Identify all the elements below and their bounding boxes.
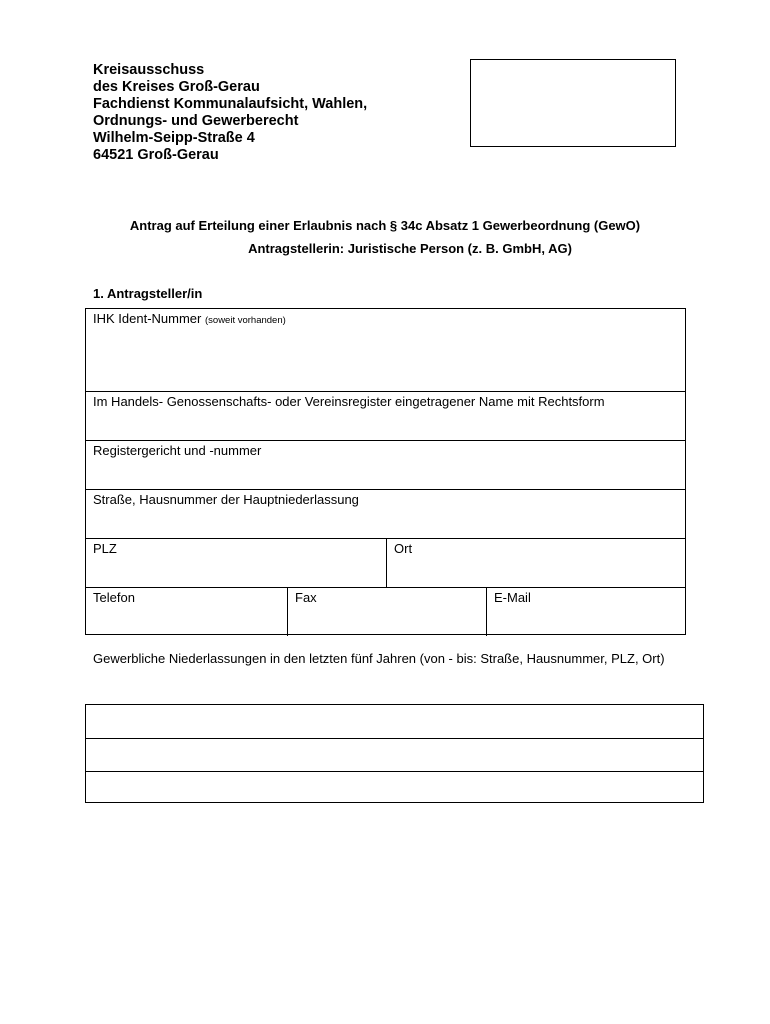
- form-subtitle: Antragstellerin: Juristische Person (z. B. GmbH, AG): [248, 241, 572, 256]
- address-line-4: Ordnungs- und Gewerberecht: [93, 112, 299, 129]
- ihk-ident-field[interactable]: [86, 309, 685, 391]
- history-row-2[interactable]: [86, 738, 703, 771]
- receipt-stamp-box[interactable]: [470, 59, 676, 147]
- register-name-field[interactable]: [86, 391, 685, 440]
- history-table: [85, 704, 704, 803]
- address-line-6: 64521 Groß-Gerau: [93, 146, 219, 163]
- form-title: Antrag auf Erteilung einer Erlaubnis nach § 34c Absatz 1 Gewerbeordnung (GewO): [129, 218, 641, 233]
- history-row-3[interactable]: [86, 771, 703, 804]
- ihk-ident-note: (soweit vorhanden): [205, 315, 286, 326]
- section-heading-applicant: 1. Antragsteller/in: [93, 286, 203, 301]
- fax-label: Fax: [295, 590, 317, 605]
- ort-label: Ort: [394, 541, 413, 556]
- plz-field[interactable]: [86, 539, 386, 587]
- plz-ort-row: [86, 538, 685, 587]
- telefon-label: Telefon: [93, 590, 135, 605]
- plz-label: PLZ: [93, 541, 117, 556]
- address-line-1: Kreisausschuss: [93, 62, 205, 78]
- recipient-address: [93, 62, 367, 163]
- register-court-field[interactable]: [86, 440, 685, 489]
- history-label: Gewerbliche Niederlassungen in den letzten fünf Jahren (von - bis: Straße, Hausnummer, PLZ, Ort): [93, 651, 665, 666]
- register-name-label: Im Handels- Genossenschafts- oder Vereinsregister eingetragener Name mit Rechtsform: [93, 394, 605, 409]
- contact-row: [86, 587, 685, 636]
- applicant-form-table: [85, 308, 686, 635]
- history-row-1[interactable]: [86, 705, 703, 738]
- telefon-field[interactable]: [86, 588, 287, 636]
- address-line-5: Wilhelm-Seipp-Straße 4: [93, 129, 255, 146]
- email-field[interactable]: [486, 588, 687, 636]
- address-line-3: Fachdienst Kommunalaufsicht, Wahlen,: [93, 95, 368, 112]
- street-label: Straße, Hausnummer der Hauptniederlassung: [93, 492, 359, 507]
- ihk-ident-label: IHK Ident-Nummer: [93, 311, 202, 326]
- register-court-label: Registergericht und -nummer: [93, 443, 262, 458]
- ort-field[interactable]: [386, 539, 687, 587]
- fax-field[interactable]: [287, 588, 486, 636]
- street-field[interactable]: [86, 489, 685, 538]
- email-label: E-Mail: [494, 590, 531, 605]
- address-line-2: des Kreises Groß-Gerau: [93, 78, 260, 95]
